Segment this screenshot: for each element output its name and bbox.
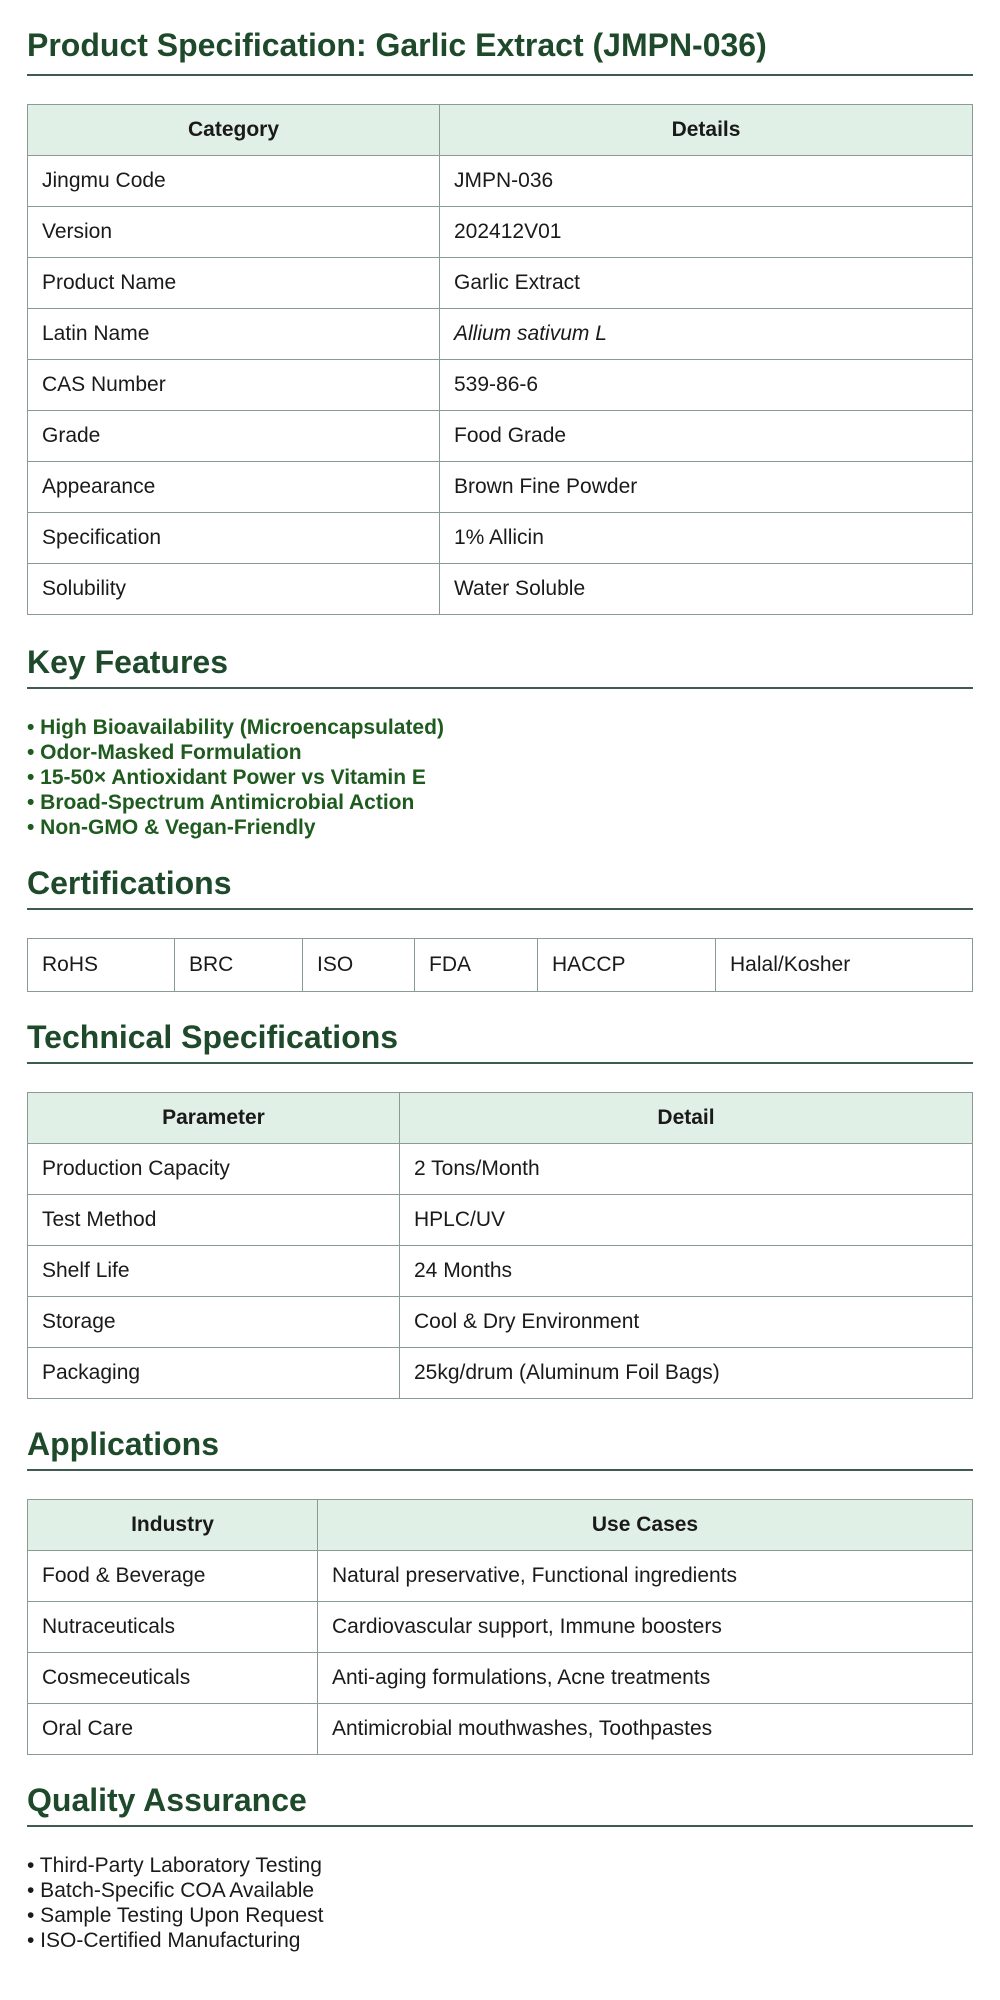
key-features-heading: Key Features: [27, 644, 228, 680]
table-row: [28, 1144, 973, 1195]
table-row: [28, 207, 973, 258]
table-row: [28, 513, 973, 564]
table-row: [28, 411, 973, 462]
technical-divider: [27, 1062, 973, 1064]
table-row: [28, 1348, 973, 1399]
cell-label: Grade: [28, 411, 440, 462]
list-item: • Sample Testing Upon Request: [27, 1904, 324, 1927]
list-item: • 15-50× Antioxidant Power vs Vitamin E: [27, 766, 426, 789]
cell-label: Product Name: [28, 258, 440, 309]
table-row: [28, 1195, 973, 1246]
cell-label: Shelf Life: [28, 1246, 400, 1297]
table-row: [28, 939, 973, 992]
technical-heading: Technical Specifications: [27, 1019, 399, 1055]
cell-value: Allium sativum L: [440, 309, 973, 360]
quality-divider: [27, 1825, 973, 1827]
cell-value: Brown Fine Powder: [440, 462, 973, 513]
cell-value: Water Soluble: [440, 564, 973, 615]
table-row: [28, 1653, 973, 1704]
certification-badge: ISO: [303, 939, 415, 992]
list-item: • Batch-Specific COA Available: [27, 1879, 315, 1902]
cell-value: 202412V01: [440, 207, 973, 258]
applications-table: [27, 1499, 973, 1755]
applications-heading: Applications: [27, 1426, 220, 1462]
table-row: [28, 1551, 973, 1602]
cell-value: HPLC/UV: [400, 1195, 973, 1246]
page-title: Product Specification: Garlic Extract (JMPN-036): [27, 27, 767, 63]
cell-value: Garlic Extract: [440, 258, 973, 309]
cell-label: Storage: [28, 1297, 400, 1348]
title-divider: [27, 74, 973, 76]
cell-value: Cardiovascular support, Immune boosters: [318, 1602, 973, 1653]
cell-value: Food Grade: [440, 411, 973, 462]
cell-label: Packaging: [28, 1348, 400, 1399]
technical-table: [27, 1092, 973, 1399]
table-row: [28, 156, 973, 207]
column-header-use-cases: Use Cases: [318, 1500, 973, 1551]
cell-label: Test Method: [28, 1195, 400, 1246]
cell-value: Natural preservative, Functional ingredients: [318, 1551, 973, 1602]
table-row: [28, 1704, 973, 1755]
list-item: • Odor-Masked Formulation: [27, 741, 302, 764]
list-item: • ISO-Certified Manufacturing: [27, 1929, 301, 1952]
table-row: [28, 309, 973, 360]
table-header-row: [28, 1500, 973, 1551]
table-row: [28, 1297, 973, 1348]
cell-value: JMPN-036: [440, 156, 973, 207]
cell-label: Cosmeceuticals: [28, 1653, 318, 1704]
certifications-table: [27, 938, 973, 992]
list-item: • Third-Party Laboratory Testing: [27, 1854, 322, 1877]
cell-label: Appearance: [28, 462, 440, 513]
key-features-divider: [27, 687, 973, 689]
column-header-parameter: Parameter: [28, 1093, 400, 1144]
list-item: • Broad-Spectrum Antimicrobial Action: [27, 791, 415, 814]
table-row: [28, 1246, 973, 1297]
cell-value: 1% Allicin: [440, 513, 973, 564]
cell-value: 2 Tons/Month: [400, 1144, 973, 1195]
cell-label: Production Capacity: [28, 1144, 400, 1195]
certification-badge: BRC: [175, 939, 303, 992]
cell-value: 539-86-6: [440, 360, 973, 411]
column-header-detail: Detail: [400, 1093, 973, 1144]
certification-badge: HACCP: [538, 939, 716, 992]
cell-value: Cool & Dry Environment: [400, 1297, 973, 1348]
applications-divider: [27, 1469, 973, 1471]
cell-label: Oral Care: [28, 1704, 318, 1755]
cell-label: Food & Beverage: [28, 1551, 318, 1602]
table-row: [28, 360, 973, 411]
product-table: [27, 104, 973, 615]
quality-list: [27, 1853, 973, 1953]
table-row: [28, 564, 973, 615]
table-header-row: [28, 1093, 973, 1144]
table-row: [28, 258, 973, 309]
table-header-row: [28, 105, 973, 156]
cell-label: CAS Number: [28, 360, 440, 411]
column-header-details: Details: [440, 105, 973, 156]
table-row: [28, 1602, 973, 1653]
cell-label: Jingmu Code: [28, 156, 440, 207]
column-header-category: Category: [28, 105, 440, 156]
column-header-industry: Industry: [28, 1500, 318, 1551]
cell-label: Version: [28, 207, 440, 258]
cell-value: 25kg/drum (Aluminum Foil Bags): [400, 1348, 973, 1399]
key-features-list: [27, 715, 973, 840]
certifications-divider: [27, 908, 973, 910]
quality-heading: Quality Assurance: [27, 1782, 307, 1818]
cell-value: 24 Months: [400, 1246, 973, 1297]
cell-value: Antimicrobial mouthwashes, Toothpastes: [318, 1704, 973, 1755]
certifications-heading: Certifications: [27, 865, 232, 901]
certification-badge: Halal/Kosher: [716, 939, 973, 992]
cell-label: Nutraceuticals: [28, 1602, 318, 1653]
cell-label: Solubility: [28, 564, 440, 615]
cell-label: Specification: [28, 513, 440, 564]
cell-value: Anti-aging formulations, Acne treatments: [318, 1653, 973, 1704]
cell-label: Latin Name: [28, 309, 440, 360]
list-item: • Non-GMO & Vegan-Friendly: [27, 816, 316, 839]
list-item: • High Bioavailability (Microencapsulated): [27, 716, 444, 739]
table-row: [28, 462, 973, 513]
certification-badge: FDA: [415, 939, 538, 992]
certification-badge: RoHS: [28, 939, 175, 992]
